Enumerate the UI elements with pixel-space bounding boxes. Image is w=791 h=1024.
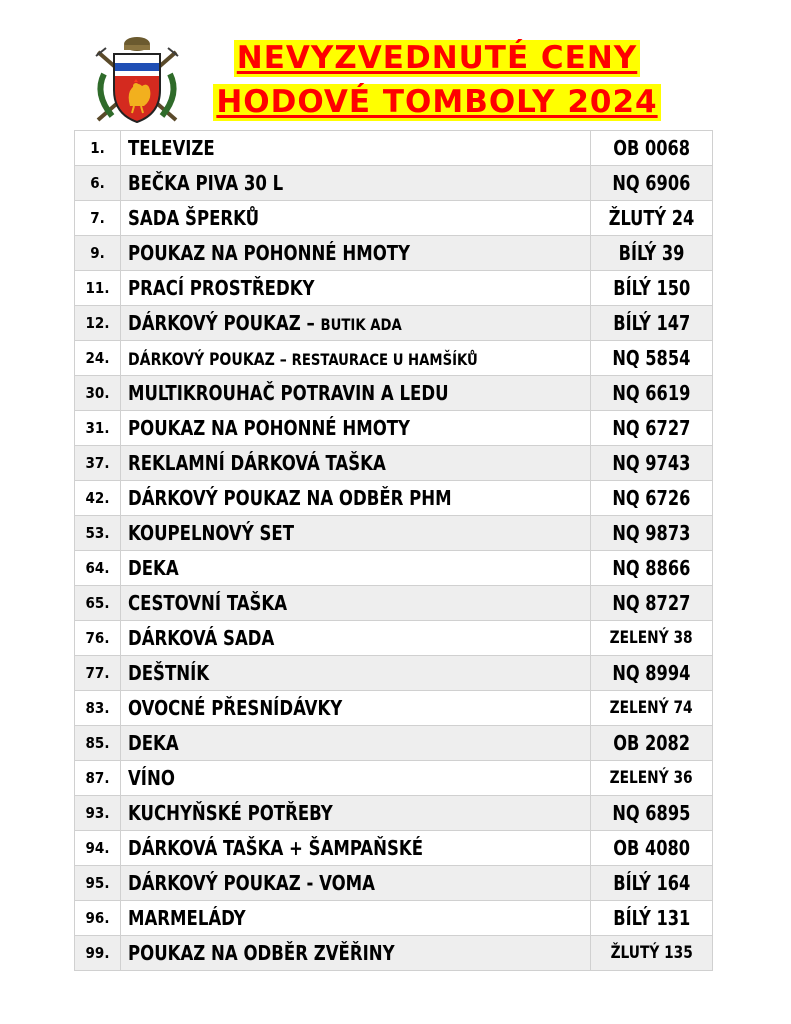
prize-number: 87.	[75, 761, 121, 796]
ticket-code-text: BÍLÝ 150	[612, 276, 691, 300]
ticket-code-text: NQ 6906	[612, 171, 691, 195]
ticket-code	[591, 936, 713, 971]
ticket-code-text: NQ 8727	[612, 591, 691, 615]
prize-name	[121, 166, 591, 201]
prize-name-text: DÁRKOVÝ POUKAZ –	[128, 311, 321, 335]
prize-name-text: OVOCNÉ PŘESNÍDÁVKY	[128, 696, 343, 720]
prize-name-text: DÁRKOVÝ POUKAZ - VOMA	[128, 871, 375, 895]
ticket-code-text: OB 2082	[613, 731, 690, 755]
prize-name	[121, 236, 591, 271]
prize-number: 53.	[75, 516, 121, 551]
prize-name-text: DÁRKOVÁ SADA	[128, 626, 275, 650]
prize-name	[121, 376, 591, 411]
ticket-code	[591, 481, 713, 516]
table-row	[75, 131, 713, 166]
prize-number: 9.	[75, 236, 121, 271]
ticket-code	[591, 621, 713, 656]
prize-name-text: DÁRKOVÝ POUKAZ –	[128, 350, 292, 370]
ticket-code-text: NQ 8866	[612, 556, 691, 580]
ticket-code	[591, 726, 713, 761]
ticket-code-text: ZELENÝ 38	[610, 628, 693, 648]
ticket-code-text: BÍLÝ 147	[612, 311, 691, 335]
prize-name	[121, 411, 591, 446]
prize-name-text: REKLAMNÍ DÁRKOVÁ TAŠKA	[128, 451, 386, 475]
ticket-code	[591, 901, 713, 936]
prize-name	[121, 306, 591, 341]
prize-name-text: CESTOVNÍ TAŠKA	[128, 591, 288, 615]
ticket-code	[591, 691, 713, 726]
ticket-code	[591, 516, 713, 551]
table-row	[75, 446, 713, 481]
table-row	[75, 411, 713, 446]
ticket-code	[591, 201, 713, 236]
prize-name-detail: RESTAURACE U HAMŠÍKŮ	[291, 350, 478, 369]
prize-name-text: DÁRKOVÁ TAŠKA + ŠAMPAŇSKÉ	[128, 836, 424, 860]
ticket-code	[591, 306, 713, 341]
ticket-code-text: NQ 8994	[612, 661, 691, 685]
prize-name-text: POUKAZ NA POHONNÉ HMOTY	[128, 241, 411, 265]
table-row	[75, 516, 713, 551]
prize-name-detail: BUTIK ADA	[320, 315, 402, 334]
prize-number: 83.	[75, 691, 121, 726]
prize-name-text: VÍNO	[128, 766, 175, 790]
prize-name	[121, 901, 591, 936]
ticket-code-text: ZELENÝ 36	[610, 768, 693, 788]
prize-name	[121, 201, 591, 236]
ticket-code	[591, 831, 713, 866]
ticket-code-text: NQ 9743	[612, 451, 691, 475]
prize-name-text: BEČKA PIVA 30 L	[128, 171, 284, 195]
ticket-code-text: NQ 6727	[612, 416, 691, 440]
ticket-code-text: BÍLÝ 131	[612, 906, 691, 930]
prize-number: 94.	[75, 831, 121, 866]
table-row	[75, 551, 713, 586]
prize-name	[121, 936, 591, 971]
ticket-code-text: NQ 6726	[612, 486, 691, 510]
ticket-code-text: ŽLUTÝ 135	[610, 943, 693, 963]
prize-name	[121, 796, 591, 831]
ticket-code	[591, 166, 713, 201]
prize-name-text: SADA ŠPERKŮ	[128, 206, 260, 230]
ticket-code-text: BÍLÝ 39	[618, 241, 685, 265]
ticket-code	[591, 866, 713, 901]
table-row	[75, 796, 713, 831]
prize-number: 76.	[75, 621, 121, 656]
prize-number: 99.	[75, 936, 121, 971]
prize-name-text: DEŠTNÍK	[128, 661, 210, 685]
prize-name	[121, 761, 591, 796]
table-row	[75, 831, 713, 866]
prize-name	[121, 726, 591, 761]
prize-name-text: KOUPELNOVÝ SET	[128, 521, 295, 545]
prize-name	[121, 866, 591, 901]
ticket-code	[591, 236, 713, 271]
prize-number: 7.	[75, 201, 121, 236]
table-row	[75, 866, 713, 901]
title-line-1: NEVYZVEDNUTÉ CENY	[234, 40, 641, 77]
table-row	[75, 761, 713, 796]
table-row	[75, 236, 713, 271]
prize-table	[74, 130, 713, 971]
prize-number: 65.	[75, 586, 121, 621]
prize-number: 11.	[75, 271, 121, 306]
ticket-code-text: ŽLUTÝ 24	[608, 206, 695, 230]
prize-number: 30.	[75, 376, 121, 411]
prize-number: 31.	[75, 411, 121, 446]
prize-number: 64.	[75, 551, 121, 586]
ticket-code-text: NQ 9873	[612, 521, 691, 545]
table-row	[75, 621, 713, 656]
prize-number: 93.	[75, 796, 121, 831]
prize-name	[121, 481, 591, 516]
table-row	[75, 201, 713, 236]
prize-name	[121, 341, 591, 376]
ticket-code-text: BÍLÝ 164	[612, 871, 691, 895]
prize-number: 12.	[75, 306, 121, 341]
prize-name	[121, 691, 591, 726]
firefighter-emblem-icon	[86, 34, 188, 126]
prize-name	[121, 656, 591, 691]
ticket-code-text: NQ 6619	[612, 381, 691, 405]
ticket-code	[591, 656, 713, 691]
ticket-code-text: ZELENÝ 74	[610, 698, 693, 718]
prize-name-text: MARMELÁDY	[128, 906, 246, 930]
prize-name	[121, 551, 591, 586]
table-row	[75, 726, 713, 761]
prize-name-text: DEKA	[128, 556, 179, 580]
ticket-code	[591, 341, 713, 376]
prize-number: 85.	[75, 726, 121, 761]
title-line-2: HODOVÉ TOMBOLY 2024	[213, 84, 660, 121]
prize-number: 1.	[75, 131, 121, 166]
table-row	[75, 481, 713, 516]
ticket-code	[591, 271, 713, 306]
prize-name	[121, 516, 591, 551]
prize-name-text: TELEVIZE	[128, 136, 215, 160]
prize-name	[121, 621, 591, 656]
prize-name-text: POUKAZ NA ODBĚR ZVĚŘINY	[128, 941, 395, 965]
table-row	[75, 586, 713, 621]
ticket-code	[591, 411, 713, 446]
prize-number: 96.	[75, 901, 121, 936]
prize-name-text: KUCHYŇSKÉ POTŘEBY	[128, 801, 333, 825]
ticket-code	[591, 761, 713, 796]
prize-number: 42.	[75, 481, 121, 516]
prize-number: 24.	[75, 341, 121, 376]
prize-name	[121, 586, 591, 621]
prize-name-text: POUKAZ NA POHONNÉ HMOTY	[128, 416, 411, 440]
prize-name-text: DEKA	[128, 731, 179, 755]
prize-name	[121, 131, 591, 166]
table-row	[75, 936, 713, 971]
prize-number: 6.	[75, 166, 121, 201]
ticket-code-text: OB 0068	[613, 136, 690, 160]
prize-name	[121, 446, 591, 481]
table-row	[75, 376, 713, 411]
ticket-code	[591, 131, 713, 166]
prize-name	[121, 271, 591, 306]
table-row	[75, 166, 713, 201]
table-row	[75, 901, 713, 936]
ticket-code	[591, 376, 713, 411]
ticket-code	[591, 586, 713, 621]
table-row	[75, 341, 713, 376]
ticket-code-text: OB 4080	[613, 836, 690, 860]
prize-name-text: DÁRKOVÝ POUKAZ NA ODBĚR PHM	[128, 486, 452, 510]
prize-name-text: MULTIKROUHAČ POTRAVIN A LEDU	[128, 381, 449, 405]
ticket-code-text: NQ 5854	[612, 346, 691, 370]
prize-name	[121, 831, 591, 866]
ticket-code-text: NQ 6895	[612, 801, 691, 825]
ticket-code	[591, 446, 713, 481]
prize-number: 77.	[75, 656, 121, 691]
table-row	[75, 656, 713, 691]
ticket-code	[591, 796, 713, 831]
table-row	[75, 271, 713, 306]
prize-name-text: PRACÍ PROSTŘEDKY	[128, 276, 315, 300]
table-row	[75, 306, 713, 341]
page-title	[206, 40, 668, 121]
prize-number: 37.	[75, 446, 121, 481]
ticket-code	[591, 551, 713, 586]
table-row	[75, 691, 713, 726]
prize-number: 95.	[75, 866, 121, 901]
